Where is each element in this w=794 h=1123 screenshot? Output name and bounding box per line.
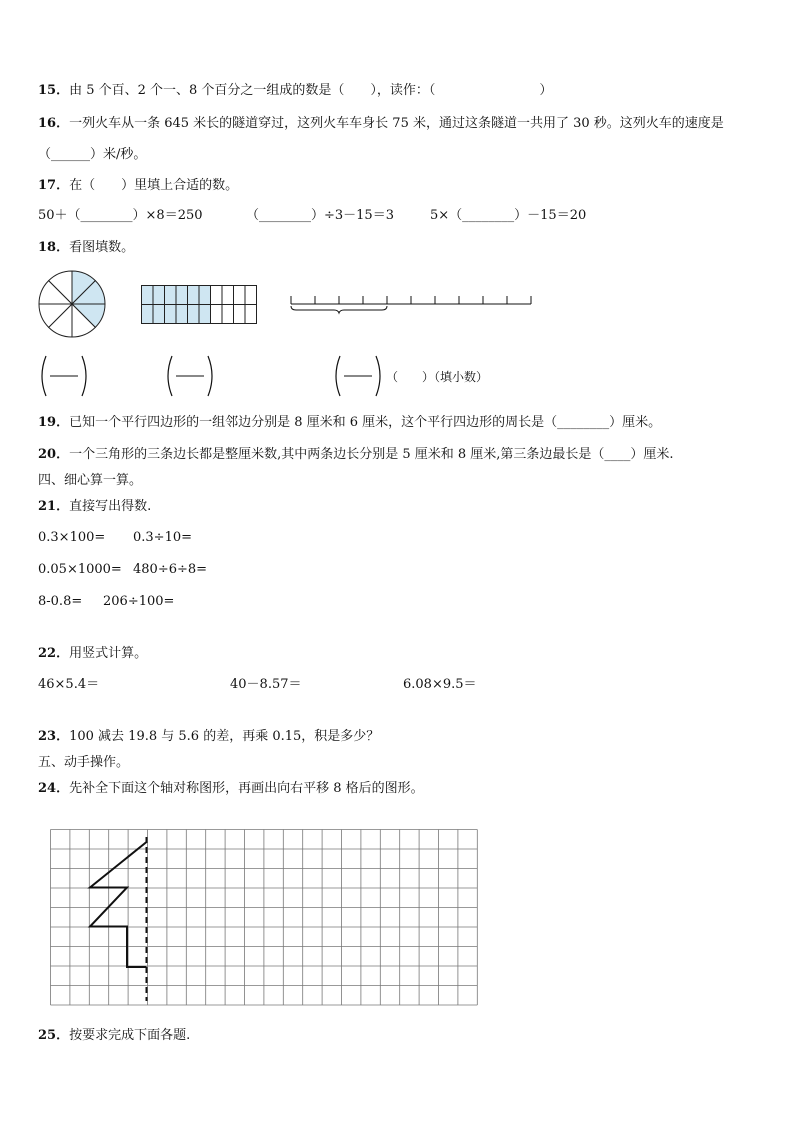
question-text: 直接写出得数.: [69, 499, 152, 514]
calc-item: 0.3×100=: [38, 530, 106, 545]
calc-item: 0.3÷10=: [133, 530, 193, 545]
question-number: 25．: [38, 1028, 70, 1043]
question-text: 一个三角形的三条边长都是整厘米数,其中两条边长分别是 5 厘米和 8 厘米,第三条边最长是（____）厘米.: [69, 447, 674, 462]
decimal-answer-blank[interactable]: （ ）（填小数）: [386, 370, 489, 384]
question-number: 20．: [38, 447, 70, 462]
question-16-line2: [38, 146, 146, 164]
question-text: 用竖式计算。: [69, 646, 148, 661]
calc-item: 480÷6÷8=: [133, 562, 208, 577]
question-text: 一列火车从一条 645 米长的隧道穿过，这列火车车身长 75 米，通过这条隧道一共用了 30 秒。这列火车的速度是: [69, 116, 724, 131]
question-text: 先补全下面这个轴对称图形，再画出向右平移 8 格后的图形。: [69, 781, 424, 796]
fraction-answer-box-3[interactable]: [332, 354, 384, 398]
fraction-grid: [141, 285, 257, 325]
half-figure: [90, 842, 147, 967]
brace: [291, 306, 387, 313]
question-17: [38, 177, 238, 195]
question-23: [38, 728, 379, 746]
drawing-grid[interactable]: [50, 829, 478, 1007]
question-number: 17．: [38, 178, 70, 193]
answer-blank-text: （______）米/秒。: [38, 147, 147, 162]
question-number: 15．: [38, 83, 70, 98]
calc-item: 8-0.8=: [38, 594, 83, 609]
question-24: [38, 780, 424, 798]
question-number: 16．: [38, 116, 70, 131]
number-line: [290, 292, 535, 314]
vertical-calc-item: 6.08×9.5＝: [403, 677, 477, 692]
question-16: [38, 115, 724, 133]
question-text: 100 减去 19.8 与 5.6 的差，再乘 0.15，积是多少？: [69, 729, 380, 744]
question-text: 已知一个平行四边形的一组邻边分别是 8 厘米和 6 厘米，这个平行四边形的周长是（________）厘米。: [69, 415, 662, 430]
question-text: 在（ ）里填上合适的数。: [69, 178, 239, 193]
question-number: 23．: [38, 729, 70, 744]
question-18: [38, 239, 134, 257]
fraction-circle: [38, 270, 108, 340]
question-19: [38, 414, 661, 432]
fraction-answer-box-1[interactable]: [38, 354, 90, 398]
question-number: 22．: [38, 646, 70, 661]
question-number: 21．: [38, 499, 70, 514]
question-22: [38, 645, 147, 663]
calc-item: 206÷100=: [103, 594, 175, 609]
question-number: 18．: [38, 240, 70, 255]
section-heading-5: 五、动手操作。: [38, 755, 130, 770]
question-20: [38, 446, 674, 464]
calc-item: 0.05×1000=: [38, 562, 122, 577]
question-25: [38, 1027, 190, 1045]
question-text: 看图填数。: [69, 240, 135, 255]
fraction-answer-box-2[interactable]: [164, 354, 216, 398]
question-21: [38, 498, 151, 516]
question-number: 24．: [38, 781, 70, 796]
equation-2: （________）÷3－15＝3: [246, 208, 394, 223]
question-text: 按要求完成下面各题.: [69, 1028, 191, 1043]
equation-1: 50＋（________）×8＝250: [38, 208, 203, 223]
equation-3: 5×（________）－15＝20: [430, 208, 587, 223]
vertical-calc-item: 46×5.4＝: [38, 677, 100, 692]
section-heading-4: 四、细心算一算。: [38, 473, 143, 488]
vertical-calc-item: 40－8.57＝: [230, 677, 302, 692]
question-text: 由 5 个百、2 个一、8 个百分之一组成的数是（ ），读作：（ ）: [69, 83, 553, 98]
question-number: 19．: [38, 415, 70, 430]
question-15: [38, 82, 552, 100]
